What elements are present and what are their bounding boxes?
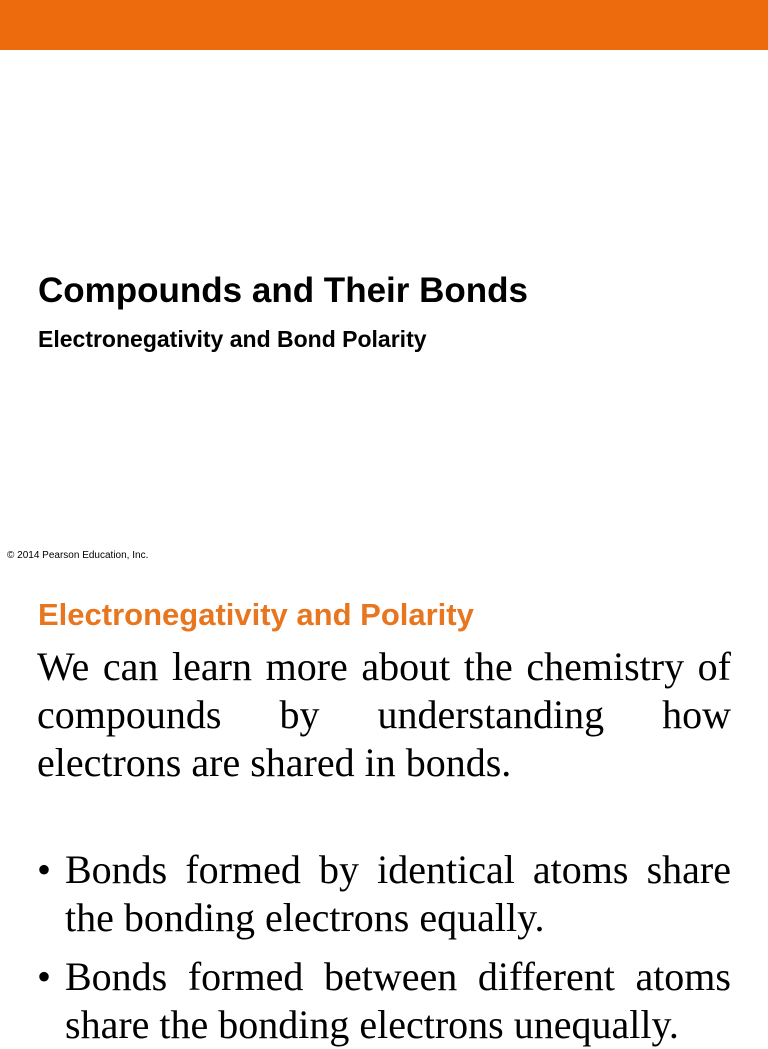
section-heading: Electronegativity and Polarity: [38, 597, 474, 632]
bullet-text: Bonds formed between different atoms share the bonding electrons unequally.: [65, 954, 731, 1047]
bullet-icon: •: [37, 847, 52, 892]
bullet-icon: •: [37, 954, 52, 999]
copyright-notice: © 2014 Pearson Education, Inc.: [7, 550, 149, 561]
slide-title: Compounds and Their Bonds: [38, 271, 528, 310]
body-paragraph: We can learn more about the chemistry of compounds by understanding how electrons are shared in bonds.: [37, 644, 731, 785]
header-accent-bar: [0, 0, 768, 50]
slide-subtitle: Electronegativity and Bond Polarity: [38, 326, 427, 352]
bullet-text: Bonds formed by identical atoms share the bonding electrons equally.: [65, 847, 731, 940]
bullet-item: [37, 953, 731, 1049]
bullet-item: [37, 846, 731, 942]
